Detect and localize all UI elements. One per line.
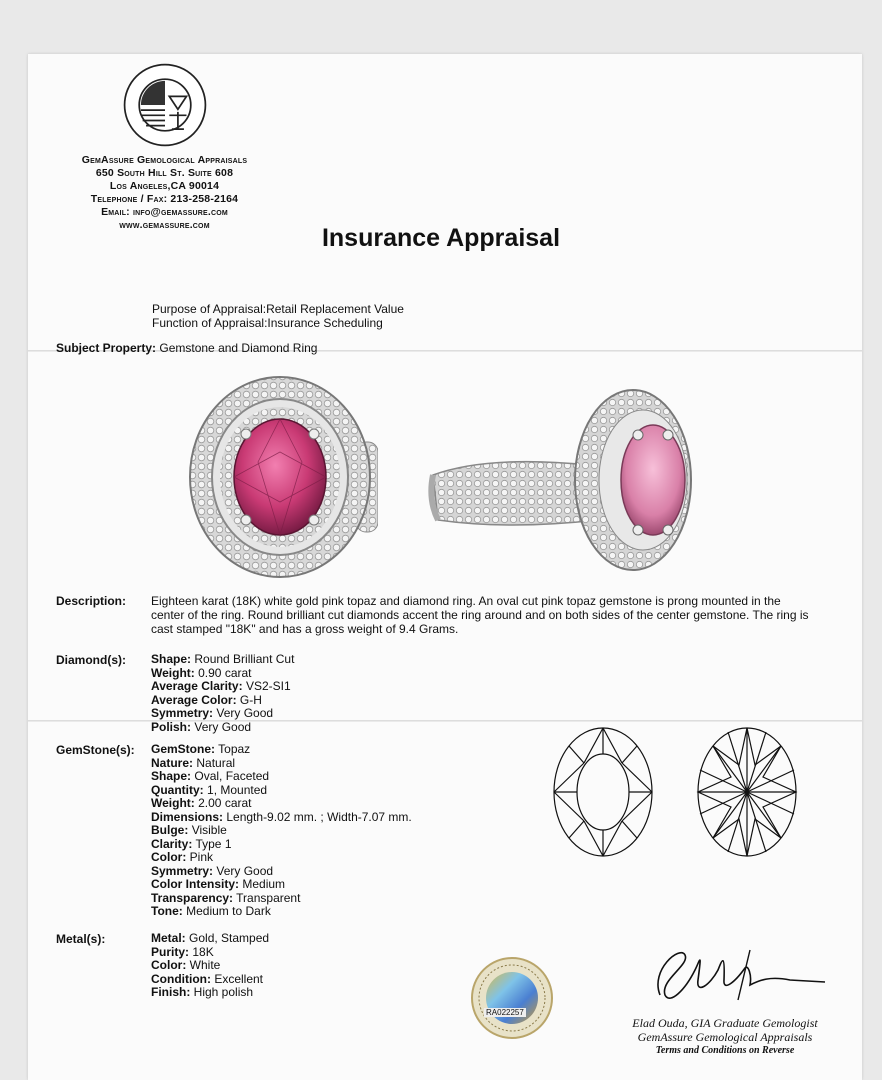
address-line-2: Los Angeles,CA 90014 — [109, 180, 220, 192]
gemstones-label: GemStone(s): — [56, 743, 135, 757]
spec-row: Polish: Very Good — [151, 719, 252, 734]
spec-row: Symmetry: Very Good — [151, 706, 274, 720]
spec-row: Color: White — [151, 958, 221, 972]
spec-row: Quantity: 1, Mounted — [151, 782, 268, 797]
spec-row: Shape: Oval, Faceted — [151, 769, 270, 783]
gemstone-specs — [151, 743, 412, 919]
description-label: Description: — [56, 594, 127, 608]
phone-line: Telephone / Fax: 213-258-2164 — [90, 193, 239, 205]
handwritten-signature — [640, 940, 830, 1010]
diamond-specs — [151, 653, 294, 734]
signer-company: GemAssure Gemological Appraisals — [637, 1030, 813, 1044]
spec-row: Clarity: Type 1 — [151, 836, 232, 851]
signer-name: Elad Ouda, GIA Graduate Gemologist — [632, 1016, 818, 1030]
ring-photo-front — [188, 372, 378, 582]
description-text: Eighteen karat (18K) white gold pink topaz and diamond ring. An oval cut pink topaz gemstone is prong mounted in the center of the ring. Round brilliant cut diamonds accent the ring around and on both sides of the center gemstone. The ring is cast stamped "18K" and has a gross weight of 9.4 Grams. — [151, 594, 809, 636]
spec-row: Dimensions: Length-9.02 mm. ; Width-7.07 mm. — [151, 809, 412, 824]
metal-specs — [151, 932, 269, 1000]
document-title: Insurance Appraisal — [321, 224, 561, 252]
ring-photo-side — [428, 380, 718, 580]
spec-row: Color: Pink — [151, 850, 214, 864]
subject-value: Gemstone and Diamond Ring — [159, 341, 318, 355]
subject-property — [56, 341, 317, 355]
spec-row: Shape: Round Brilliant Cut — [151, 652, 295, 666]
letterhead — [52, 62, 277, 232]
spec-row: Average Clarity: VS2-SI1 — [151, 679, 291, 693]
purpose-line: Purpose of Appraisal:Retail Replacement Value — [152, 302, 404, 316]
metals-label: Metal(s): — [56, 932, 106, 946]
spec-row: Tone: Medium to Dark — [151, 904, 271, 918]
purpose-block — [152, 302, 404, 330]
function-line: Function of Appraisal:Insurance Scheduling — [152, 316, 383, 330]
oval-crown-diagram — [551, 725, 655, 859]
spec-row: Bulge: Visible — [151, 823, 227, 837]
spec-row: Purity: 18K — [151, 944, 214, 959]
subject-label: Subject Property: — [56, 341, 157, 355]
spec-row: Average Color: G-H — [151, 692, 262, 707]
email-line: Email: info@gemassure.com — [101, 206, 228, 218]
website-line: www.gemassure.com — [119, 219, 210, 231]
spec-row: Condition: Excellent — [151, 971, 264, 986]
hologram-seal — [470, 956, 554, 1040]
spec-row: Weight: 2.00 carat — [151, 796, 252, 810]
diamonds-label: Diamond(s): — [56, 653, 126, 667]
spec-row: Color Intensity: Medium — [151, 877, 286, 891]
oval-pavilion-diagram — [695, 725, 799, 859]
spec-row: Transparency: Transparent — [151, 890, 301, 905]
spec-row: Finish: High polish — [151, 985, 254, 999]
spec-row: GemStone: Topaz — [151, 742, 251, 756]
spec-row: Symmetry: Very Good — [151, 863, 274, 878]
address-line-1: 650 South Hill St. Suite 608 — [95, 167, 234, 179]
gemassure-seal-logo — [122, 62, 208, 148]
company-name: GemAssure Gemological Appraisals — [81, 154, 248, 166]
spec-row: Nature: Natural — [151, 755, 236, 770]
spec-row: Weight: 0.90 carat — [151, 665, 252, 680]
spec-row: Metal: Gold, Stamped — [151, 931, 270, 945]
terms-note: Terms and Conditions on Reverse — [655, 1045, 795, 1056]
hologram-code: RA022257 — [486, 1008, 524, 1017]
signature-block — [620, 1016, 830, 1058]
